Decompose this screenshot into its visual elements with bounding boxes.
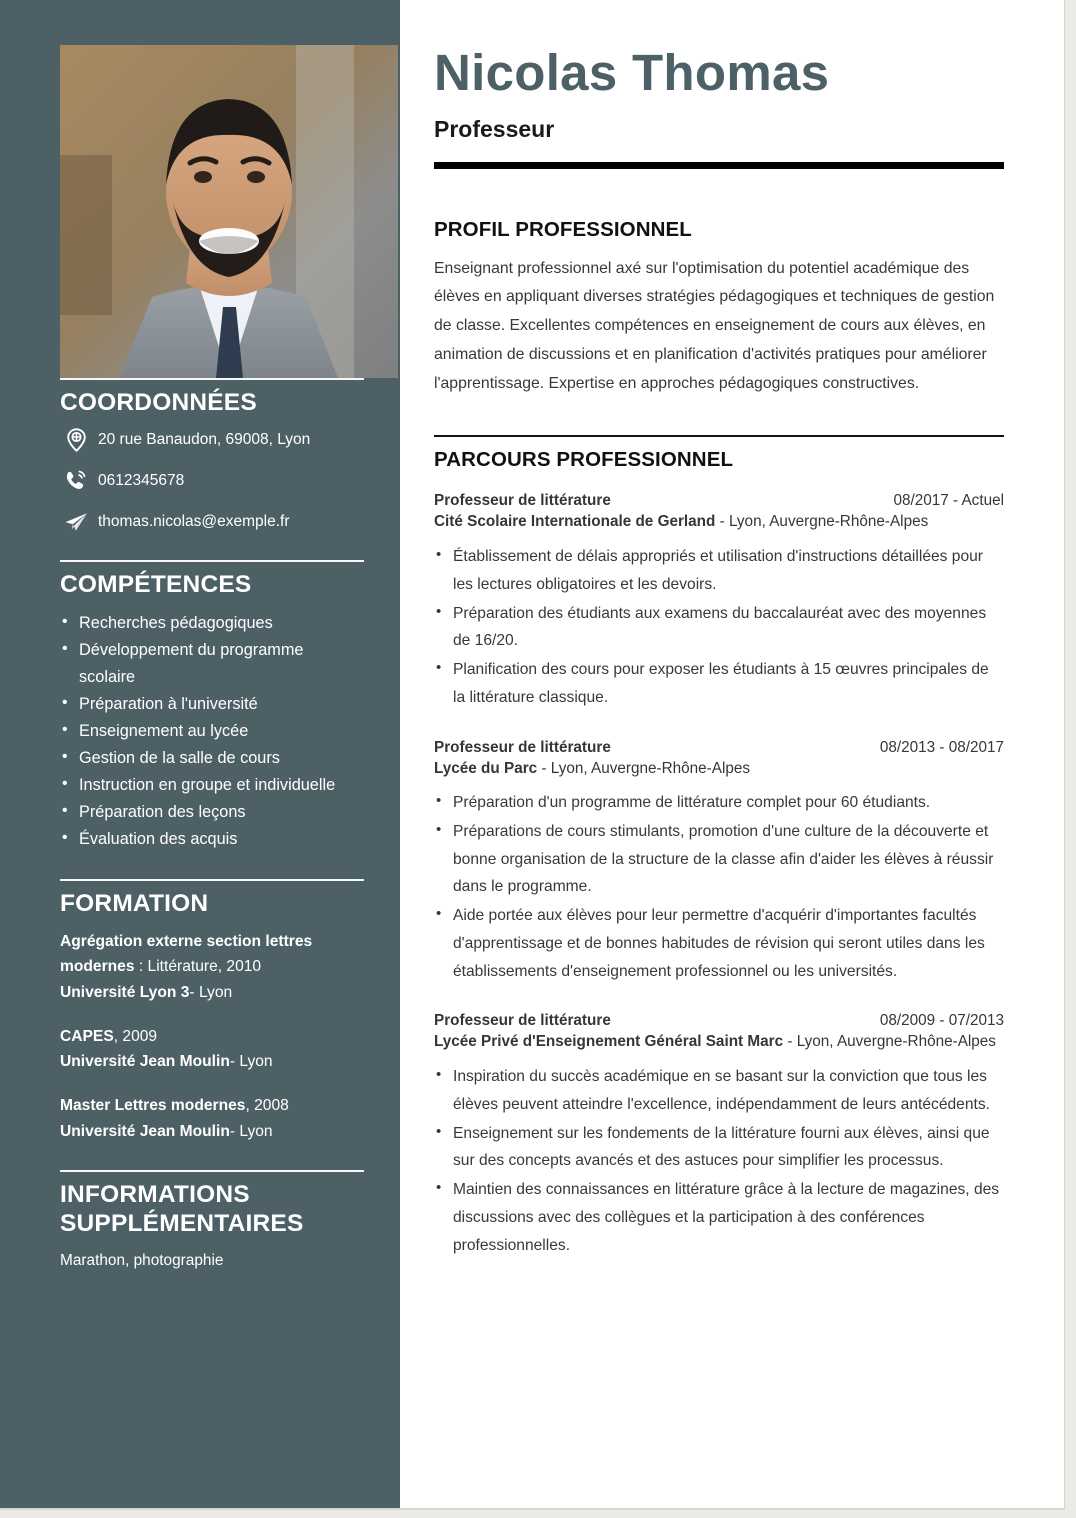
list-item: • Établissement de délais appropriés et utilisation d'instructions détaillées pour les lectures obligatoires et les devoirs. bbox=[434, 543, 1004, 599]
skills-section bbox=[0, 560, 400, 853]
email-text: thomas.nicolas@exemple.fr bbox=[98, 513, 290, 531]
organization-name: Cité Scolaire Internationale de Gerland bbox=[434, 513, 716, 531]
skills-list bbox=[60, 610, 364, 853]
organization-location: - Lyon, Auvergne-Rhône-Alpes bbox=[715, 513, 929, 531]
list-item: • Enseignement au lycée bbox=[60, 718, 364, 745]
job-organization bbox=[434, 757, 1004, 781]
phone-text: 0612345678 bbox=[98, 472, 185, 490]
contact-section bbox=[0, 378, 400, 534]
skills-heading: COMPÉTENCES bbox=[60, 570, 252, 598]
list-item: • Préparations de cours stimulants, promotion d'une culture de la découverte et bonne organisation de la structure de la classe afin d'aider les élèves à réussir dans le programme. bbox=[434, 818, 1004, 901]
job-organization bbox=[434, 1030, 1004, 1054]
job-organization bbox=[434, 510, 1004, 534]
section-divider bbox=[60, 560, 364, 562]
extra-info-section bbox=[0, 1170, 400, 1272]
organization-location: - Lyon, Auvergne-Rhône-Alpes bbox=[783, 1033, 996, 1051]
profile-heading: PROFIL PROFESSIONNEL bbox=[434, 217, 692, 241]
job-role-subtitle: Professeur bbox=[434, 115, 555, 142]
list-item: • Enseignement sur les fondements de la littérature fourni aux élèves, ainsi que sur des concepts avancés et des astuces pour simplifier les processus. bbox=[434, 1120, 1004, 1176]
organization-name: Lycée du Parc bbox=[434, 759, 538, 777]
degree-name: Master Lettres modernes bbox=[60, 1097, 246, 1115]
paper-plane-icon bbox=[60, 510, 92, 534]
job-duties-list bbox=[434, 1063, 1004, 1259]
degree-detail: , 2009 bbox=[113, 1027, 158, 1045]
section-divider bbox=[60, 879, 364, 881]
school-name: Université Lyon 3 bbox=[60, 983, 190, 1001]
organization-name: Lycée Privé d'Enseignement Général Saint Marc bbox=[434, 1033, 784, 1051]
job-header bbox=[434, 739, 1004, 757]
degree-name: CAPES bbox=[60, 1027, 114, 1045]
experience-heading: PARCOURS PROFESSIONNEL bbox=[434, 448, 734, 472]
list-item: • Instruction en groupe et individuelle bbox=[60, 772, 364, 799]
portrait-photo-icon bbox=[60, 45, 398, 378]
job-title: Professeur de littérature bbox=[434, 1012, 611, 1030]
job-title: Professeur de littérature bbox=[434, 492, 611, 510]
contact-address[interactable] bbox=[60, 428, 364, 452]
section-divider bbox=[60, 378, 364, 380]
list-item: • Aide portée aux élèves pour leur permettre d'acquérir d'importantes facultés d'apprentissage et de bonnes habitudes de révision qui seront utiles dans les établissements d'enseignement professionnel ou les universités. bbox=[434, 902, 1004, 985]
list-item: • Gestion de la salle de cours bbox=[60, 745, 364, 772]
education-section bbox=[0, 879, 400, 1144]
contact-email[interactable] bbox=[60, 510, 364, 534]
degree-detail: : Littérature, 2010 bbox=[134, 958, 262, 976]
contact-phone[interactable] bbox=[60, 469, 364, 493]
experience-item bbox=[434, 492, 1004, 711]
school-location: - Lyon bbox=[229, 1053, 273, 1071]
main-content bbox=[434, 0, 1004, 1260]
education-entry bbox=[60, 1024, 364, 1075]
education-heading: FORMATION bbox=[60, 890, 209, 918]
school-name: Université Jean Moulin bbox=[60, 1053, 230, 1071]
job-header bbox=[434, 1012, 1004, 1030]
list-item: • Maintien des connaissances en littérature grâce à la lecture de magazines, des discussions avec des collègues et la participation à des conférences professionnelles. bbox=[434, 1176, 1004, 1259]
sidebar bbox=[0, 0, 400, 1510]
extra-info-text: Marathon, photographie bbox=[60, 1251, 224, 1269]
experience-item bbox=[434, 739, 1004, 986]
list-item: • Préparation d'un programme de littérature complet pour 60 étudiants. bbox=[434, 789, 1004, 817]
school-location: - Lyon bbox=[189, 983, 233, 1001]
experience-item bbox=[434, 1012, 1004, 1259]
title-underline-bar bbox=[434, 162, 1004, 169]
list-item: • Évaluation des acquis bbox=[60, 826, 364, 853]
avatar bbox=[60, 45, 398, 378]
education-entry bbox=[60, 929, 364, 1005]
list-item: • Recherches pédagogiques bbox=[60, 610, 364, 637]
phone-ringing-icon bbox=[60, 469, 92, 493]
contact-heading: COORDONNÉES bbox=[60, 389, 257, 416]
profile-section bbox=[434, 218, 1004, 399]
list-item: • Planification des cours pour exposer les étudiants à 15 œuvres principales de la littérature classique. bbox=[434, 656, 1004, 712]
list-item: • Préparation des leçons bbox=[60, 799, 364, 826]
extra-heading-line2: SUPPLÉMENTAIRES bbox=[60, 1209, 304, 1237]
profile-text: Enseignant professionnel axé sur l'optimisation du potentiel académique des élèves en appliquant diverses stratégies pédagogiques et techniques de gestion de classe. Excellentes compétences en enseignement de cours aux élèves, en animation de discussions et en planification d'activités pratiques pour améliorer l'apprentissage. Expertise en approches pédagogiques constructives. bbox=[434, 259, 995, 392]
degree-name: Agrégation externe section lettres modernes bbox=[60, 933, 313, 976]
job-dates: 08/2009 - 07/2013 bbox=[879, 1012, 1004, 1030]
job-dates: 08/2017 - Actuel bbox=[893, 492, 1004, 510]
degree-detail: , 2008 bbox=[245, 1097, 289, 1115]
list-item: • Inspiration du succès académique en se basant sur la conviction que tous les élèves peuvent atteindre l'excellence, indépendamment de leurs antécédents. bbox=[434, 1063, 1004, 1119]
education-entry bbox=[60, 1093, 364, 1144]
job-dates: 08/2013 - 08/2017 bbox=[879, 738, 1004, 756]
list-item: • Développement du programme scolaire bbox=[60, 637, 364, 691]
list-item: • Préparation des étudiants aux examens du baccalauréat avec des moyennes de 16/20. bbox=[434, 600, 1004, 656]
page-title: Nicolas Thomas bbox=[434, 44, 830, 101]
job-title: Professeur de littérature bbox=[434, 738, 611, 756]
school-location: - Lyon bbox=[229, 1122, 273, 1140]
school-name: Université Jean Moulin bbox=[60, 1122, 230, 1140]
job-duties-list bbox=[434, 789, 1004, 985]
extra-info-heading bbox=[60, 1181, 364, 1239]
experience-section bbox=[434, 435, 1004, 1259]
address-text: 20 rue Banaudon, 69008, Lyon bbox=[98, 431, 311, 449]
list-item: • Préparation à l'université bbox=[60, 691, 364, 718]
job-header bbox=[434, 492, 1004, 510]
section-divider bbox=[434, 435, 1004, 437]
location-pin-icon bbox=[60, 428, 92, 452]
organization-location: - Lyon, Auvergne-Rhône-Alpes bbox=[537, 759, 751, 777]
section-divider bbox=[60, 1170, 364, 1172]
job-duties-list bbox=[434, 543, 1004, 712]
extra-heading-line1: INFORMATIONS bbox=[60, 1180, 250, 1208]
